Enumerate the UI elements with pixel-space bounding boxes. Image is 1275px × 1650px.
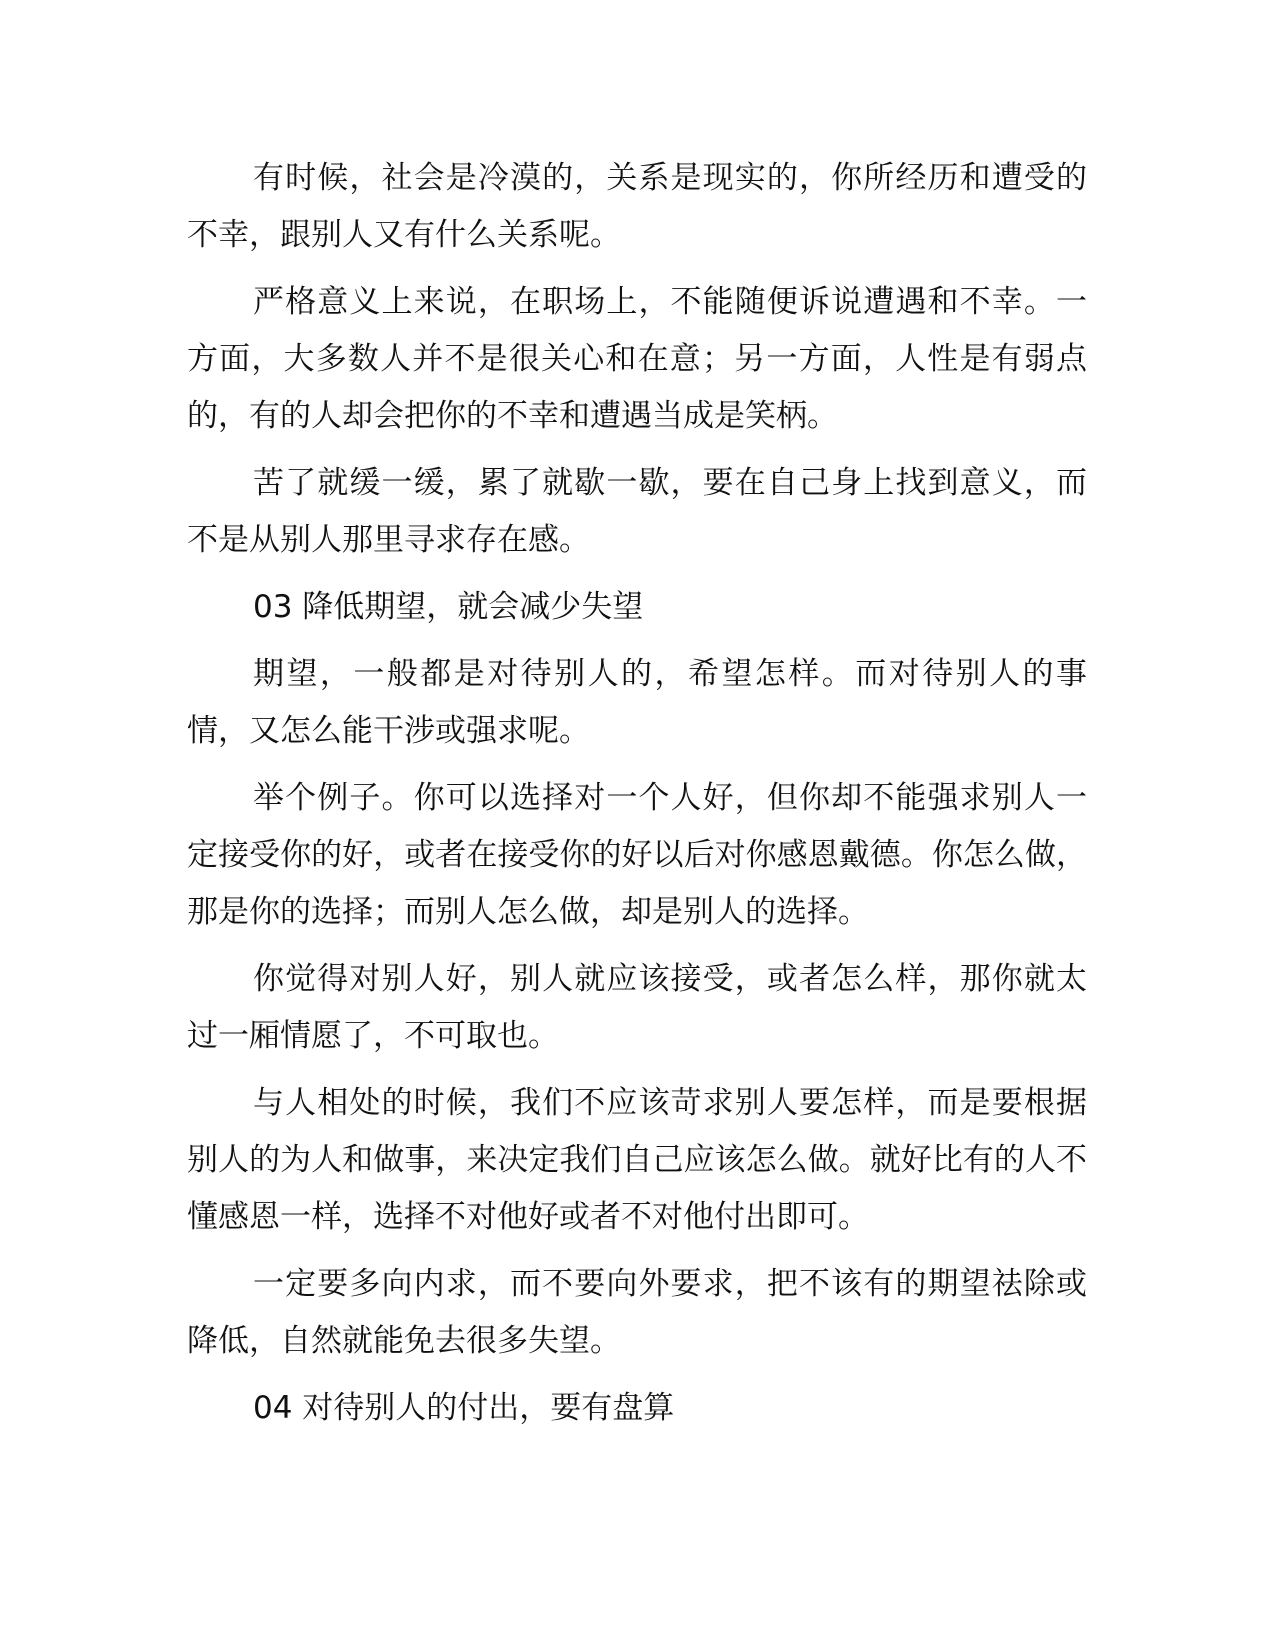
section-heading: 03 降低期望，就会减少失望 (253, 589, 644, 625)
paragraph: 期望，一般都是对待别人的，希望怎样。而对待别人的事情，又怎么能干涉或强求呢。 (187, 656, 1087, 749)
paragraph: 与人相处的时候，我们不应该苛求别人要怎样，而是要根据别人的为人和做事，来决定我们自己应该怎么做。就好比有的人不懂感恩一样，选择不对他好或者不对他付出即可。 (187, 1085, 1087, 1235)
paragraph: 一定要多向内求，而不要向外要求，把不该有的期望祛除或降低，自然就能免去很多失望。 (187, 1266, 1087, 1359)
section-heading: 04 对待别人的付出，要有盘算 (253, 1390, 675, 1426)
paragraph: 有时候，社会是冷漠的，关系是现实的，你所经历和遭受的不幸，跟别人又有什么关系呢。 (187, 160, 1087, 253)
paragraph: 举个例子。你可以选择对一个人好，但你却不能强求别人一定接受你的好，或者在接受你的好以后对你感恩戴德。你怎么做，那是你的选择；而别人怎么做，却是别人的选择。 (187, 780, 1087, 930)
paragraph: 严格意义上来说，在职场上，不能随便诉说遭遇和不幸。一方面，大多数人并不是很关心和在意；另一方面，人性是有弱点的，有的人却会把你的不幸和遭遇当成是笑柄。 (187, 284, 1087, 434)
paragraph: 你觉得对别人好，别人就应该接受，或者怎么样，那你就太过一厢情愿了，不可取也。 (187, 961, 1087, 1054)
paragraph: 苦了就缓一缓，累了就歇一歇，要在自己身上找到意义，而不是从别人那里寻求存在感。 (187, 465, 1087, 558)
document-body (187, 150, 1087, 1447)
